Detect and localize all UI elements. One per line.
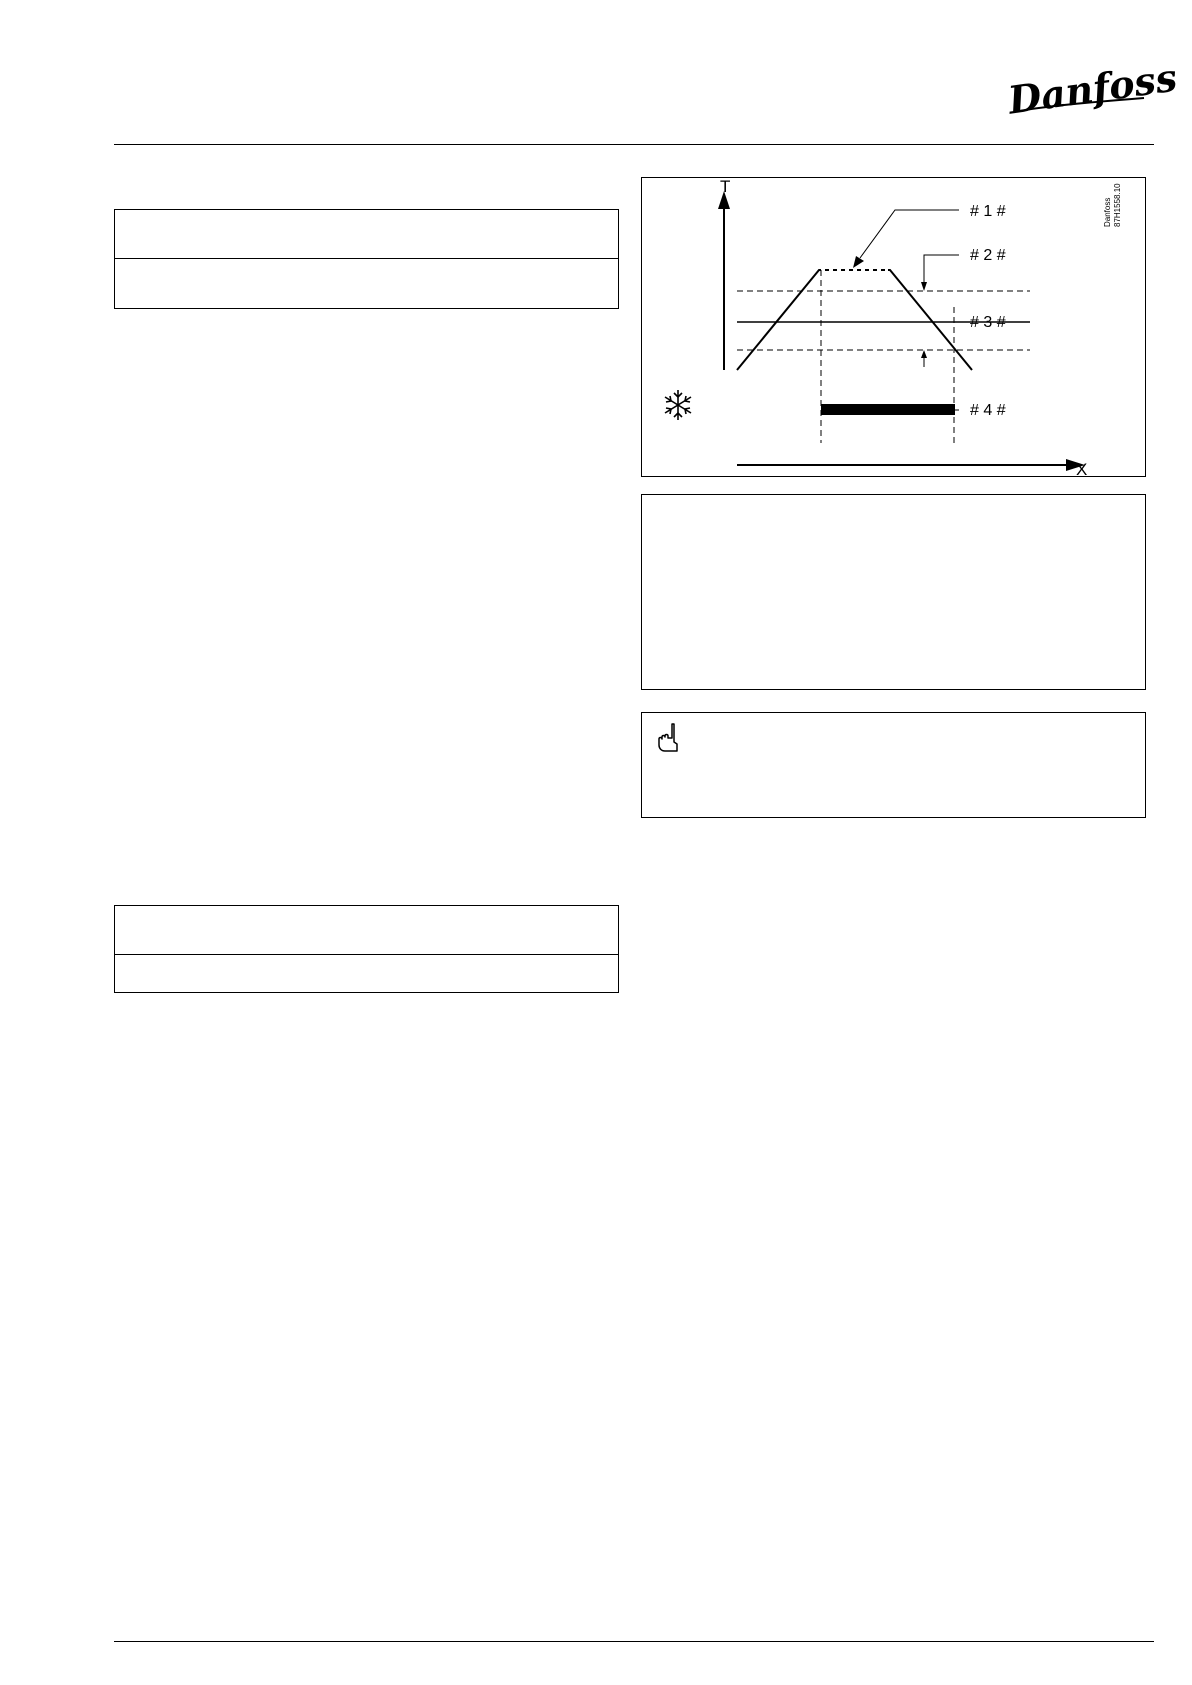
parameter-box-2 [114,905,619,993]
callout-2-arrow-top [921,282,927,291]
danfoss-logo [1004,54,1180,123]
callout-1-arrowhead [853,256,864,268]
parameter-box-1-divider [115,258,618,259]
y-axis-label: T [720,177,731,196]
callout-2-arrow-bottom [921,350,927,358]
parameter-box-2-divider [115,954,618,955]
callout-2-leader [924,255,959,285]
callout-3-label: # 3 # [970,314,1006,331]
pointing-hand-icon [655,722,685,754]
temperature-diagram [641,177,1146,477]
x-axis-label: X [1076,460,1088,479]
snowflake-icon [665,390,691,420]
callout-2-label: # 2 # [970,247,1006,264]
callout-1-leader [860,210,959,258]
doc-code-line1: Danfoss [1103,197,1112,227]
callout-4-label: # 4 # [970,402,1006,419]
footer-rule [114,1641,1154,1642]
description-box [641,494,1146,690]
callout-1-label: # 1 # [970,203,1006,220]
logo-wordmark: Danfoss [1005,54,1180,123]
doc-code-line2: 87H1558.10 [1113,183,1122,227]
parameter-box-1 [114,209,619,309]
header-rule [114,144,1154,145]
temperature-curve [737,270,972,370]
note-box [641,712,1146,818]
